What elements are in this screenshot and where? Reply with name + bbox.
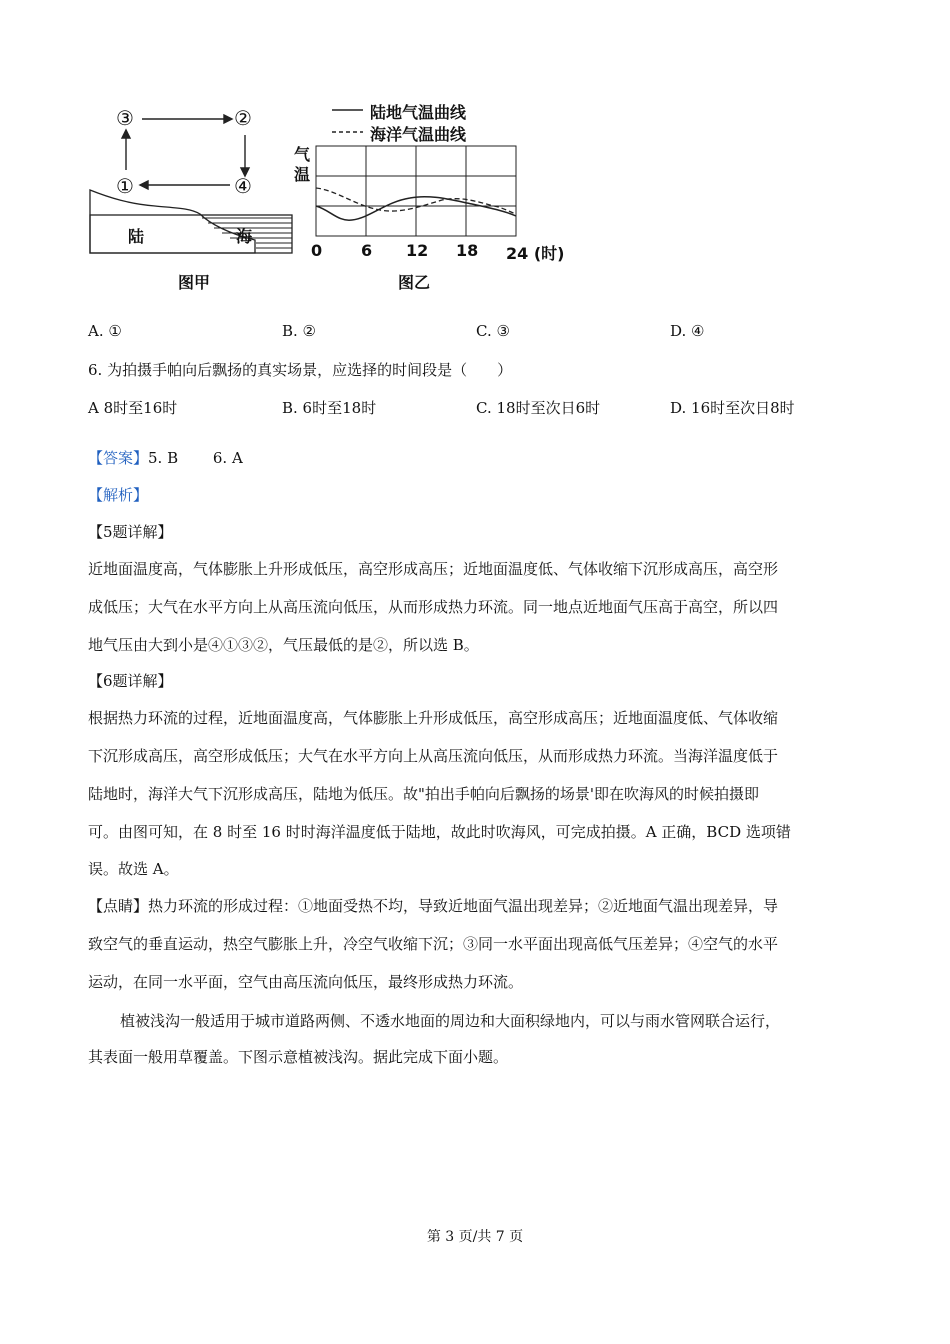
tip-line-1 <box>88 895 778 916</box>
q5-detail-title: 【5题详解】 <box>88 523 173 541</box>
sea-box <box>90 215 292 253</box>
answer-label: 【答案】 <box>88 449 149 467</box>
q6-detail-line-1: 根据热力环流的过程，近地面温度高，气体膨胀上升形成低压，高空形成高压；近地面温度低、气体收缩 <box>88 709 779 727</box>
figure-drawing <box>80 90 600 300</box>
node-1-label: ① <box>116 174 134 198</box>
q5-option-c: C. ③ <box>476 322 510 340</box>
circulation-arrows <box>122 115 249 189</box>
intro-line-2: 其表面一般用草覆盖。下图示意植被浅沟。据此完成下面小题。 <box>88 1048 509 1066</box>
q5-option-a: A. ① <box>88 322 122 340</box>
chart-legend <box>332 110 363 132</box>
q6-detail-line-3: 陆地时，海洋大气下沉形成高压，陆地为低压。故"拍出手帕向后飘扬的场景'即在吹海风的时候拍摄即 <box>88 785 760 803</box>
x-tick-24: 24 (时) <box>506 244 565 263</box>
legend-land-text: 陆地气温曲线 <box>370 103 467 122</box>
x-tick-18: 18 <box>456 241 479 260</box>
q6-option-b: B. 6时至18时 <box>282 399 377 417</box>
node-4-label: ④ <box>234 174 252 198</box>
q5-detail-line-2: 成低压；大气在水平方向上从高压流向低压，从而形成热力环流。同一地点近地面气压高于高空，所以四 <box>88 598 779 616</box>
q6-detail-title: 【6题详解】 <box>88 672 173 690</box>
analysis-label: 【解析】 <box>88 486 149 504</box>
answer-line <box>88 447 243 468</box>
legend-sea-text: 海洋气温曲线 <box>370 125 467 144</box>
q6-detail-line-2: 下沉形成高压，高空形成低压；大气在水平方向上从高压流向低压，从而形成热力环流。当海洋温度低于 <box>88 747 779 765</box>
q6-stem: 6. 为拍摄手帕向后飘扬的真实场景，应选择的时间段是（ ） <box>88 361 513 379</box>
node-3-label: ③ <box>116 106 134 130</box>
tip-line-2: 致空气的垂直运动，热空气膨胀上升，冷空气收缩下沉；③同一水平面出现高低气压差异；④空气的水平 <box>88 935 779 953</box>
answer-text: 5. B 6. A <box>148 449 243 467</box>
q5-option-d: D. ④ <box>670 322 705 340</box>
land-shape <box>90 190 255 253</box>
node-2-label: ② <box>234 106 252 130</box>
land-sea-profile <box>90 190 292 253</box>
y-axis-label-2: 温 <box>294 165 311 184</box>
x-tick-0: 0 <box>311 241 323 260</box>
y-axis-label-1: 气 <box>294 145 311 164</box>
tip-label: 【点睛】 <box>88 897 149 915</box>
page-footer: 第 3 页/共 7 页 <box>426 1229 524 1245</box>
figure-yi-caption: 图乙 <box>398 273 431 292</box>
land-label: 陆 <box>128 227 145 246</box>
q6-option-a: A 8时至16时 <box>88 399 178 417</box>
q6-detail-line-4: 可。由图可知，在 8 时至 16 时时海洋温度低于陆地，故此时吹海风，可完成拍摄。A 正确，BCD 选项错 <box>88 823 791 841</box>
q5-option-b: B. ② <box>282 322 317 340</box>
figure-area <box>80 90 600 300</box>
x-tick-6: 6 <box>361 241 373 260</box>
intro-line-1: 植被浅沟一般适用于城市道路两侧、不透水地面的周边和大面积绿地内，可以与雨水管网联合运行， <box>120 1012 781 1030</box>
q6-option-c: C. 18时至次日6时 <box>476 399 601 417</box>
temperature-chart-grid <box>316 146 516 236</box>
q5-detail-line-1: 近地面温度高，气体膨胀上升形成低压，高空形成高压；近地面温度低、气体收缩下沉形成高压，高空形 <box>88 560 779 578</box>
q6-option-d: D. 16时至次日8时 <box>670 399 795 417</box>
q5-detail-line-3: 地气压由大到小是④①③②，气压最低的是②，所以选 B。 <box>88 636 479 654</box>
q6-detail-line-5: 误。故选 A。 <box>88 860 179 878</box>
tip-line-3: 运动，在同一水平面，空气由高压流向低压，最终形成热力环流。 <box>88 973 524 991</box>
x-tick-12: 12 <box>406 241 429 260</box>
figure-jia-caption: 图甲 <box>178 273 211 292</box>
sea-label: 海 <box>236 227 253 246</box>
tip-text-1: 热力环流的形成过程：①地面受热不均，导致近地面气温出现差异；②近地面气温出现差异，导 <box>148 897 779 915</box>
